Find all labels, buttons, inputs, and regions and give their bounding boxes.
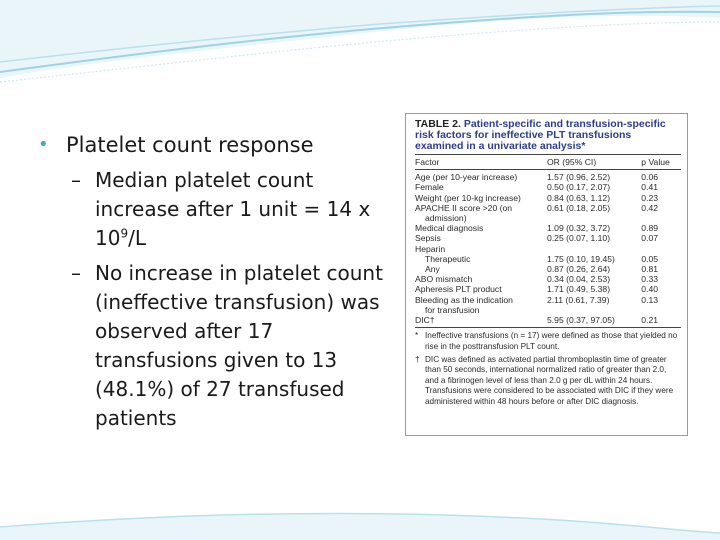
cell-p: 0.05 [641,253,659,264]
cell-or: 1.57 (0.96, 2.52) [547,172,611,183]
cell-factor: Medical diagnosis [415,223,484,234]
cell-factor: Sepsis [415,233,441,244]
table-row [415,264,681,274]
cell-p: 0.81 [641,264,659,275]
cell-factor: Heparin [415,243,446,254]
footer-wave-decoration [0,505,720,540]
cell-or: 1.09 (0.32, 3.72) [547,223,611,234]
table-row [415,274,681,284]
cell-factor: admission) [425,213,467,224]
cell-factor: Therapeutic [425,253,471,264]
header-wave-decoration [0,0,720,110]
table-row [415,284,681,294]
header-or: OR (95% CI) [547,157,597,167]
cell-p: 0.21 [641,315,659,326]
table-header-row [415,157,681,167]
sub-bullet-item [38,259,388,433]
footnote-text: DIC was defined as activated partial thromboplastin time of greater than 50 seconds, international normalized ratio of greater than 2.0, and a fibrinogen level of less than 2.0 g per dL within 24 hours. Transfusions were considered to be associated with DIC if they were administered within 48 hours before or after DIC diagnosis. [425,355,674,406]
bullet-dot-icon: • [38,134,49,155]
table-body [415,172,681,325]
header-p: p Value [641,157,670,167]
cell-factor: Female [415,182,444,193]
footnote-symbol: † [415,355,420,365]
sub-bullet-text: No increase in platelet count (ineffective transfusion) was observed after 17 transfusions given to 13 (48.1%) of 27 transfused patients [95,261,383,430]
cell-or: 2.11 (0.61, 7.39) [547,294,610,305]
cell-or: 0.61 (0.18, 2.05) [547,202,611,213]
cell-factor: Bleeding as the indication [415,294,513,305]
table-row [415,193,681,203]
cell-p: 0.06 [641,172,659,183]
sub-bullet-item [38,166,388,253]
table-row [415,203,681,213]
cell-or: 0.25 (0.07, 1.10) [547,233,611,244]
cell-or: 0.87 (0.26, 2.64) [547,264,611,275]
cell-p: 0.40 [641,284,659,295]
cell-or [547,305,641,315]
cell-or: 1.71 (0.49, 5.38) [547,284,611,295]
cell-p: 0.42 [641,202,659,213]
table-title: TABLE 2. Patient-specific and transfusion-specific risk factors for ineffective PLT transfusions examined in a univariate analysis* [415,118,666,152]
table-row [415,254,681,264]
cell-factor: APACHE II score >20 (on [415,202,513,213]
table-row [415,182,681,192]
table-row [415,223,681,233]
cell-or: 0.50 (0.17, 2.07) [547,182,611,193]
cell-p [641,244,681,254]
footnote-symbol: * [415,331,419,341]
cell-or: 1.75 (0.10, 19.45) [547,253,615,264]
header-factor: Factor [415,157,440,167]
cell-or: 5.95 (0.37, 97.05) [547,315,615,326]
table-rule [415,327,681,328]
table-rule [415,154,681,155]
bullet-item [38,130,388,160]
cell-factor: Any [425,264,440,275]
cell-p: 0.07 [641,233,659,244]
table-footnotes [415,331,681,407]
dash-icon: – [71,261,81,285]
dash-icon: – [71,168,81,192]
footnote [415,355,681,407]
cell-p [641,305,681,315]
cell-factor: ABO mismatch [415,274,473,285]
footnote [415,331,681,352]
cell-p [641,213,681,223]
footnote-text: Ineffective transfusions (n = 17) were defined as those that yielded no rise in the posttransfusion PLT count. [425,331,678,351]
cell-p: 0.33 [641,274,659,285]
cell-factor: DIC† [415,315,435,326]
cell-factor: Age (per 10-year increase) [415,172,518,183]
table-row [415,233,681,243]
table-rule [415,169,681,170]
cell-factor: Weight (per 10-kg increase) [415,192,521,203]
cell-or [547,244,641,254]
table-row [415,172,681,182]
cell-p: 0.89 [641,223,659,234]
cell-or: 0.84 (0.63, 1.12) [547,192,611,203]
cell-p: 0.41 [641,182,659,193]
sub-bullet-text: Median platelet count increase after 1 unit = 14 x $10^9/L$ [95,168,371,250]
bullet-list [38,130,388,433]
cell-or [547,213,641,223]
cell-factor: for transfusion [425,304,480,315]
table-row [415,213,681,223]
cell-p: 0.23 [641,192,659,203]
bullet-text: Platelet count response [66,133,314,157]
cell-or: 0.34 (0.04, 2.53) [547,274,611,285]
table-figure [405,113,688,436]
table-row [415,295,681,305]
table-row [415,305,681,315]
table-row [415,244,681,254]
table-row [415,315,681,325]
cell-p: 0.13 [641,294,659,305]
cell-factor: Apheresis PLT product [415,284,502,295]
